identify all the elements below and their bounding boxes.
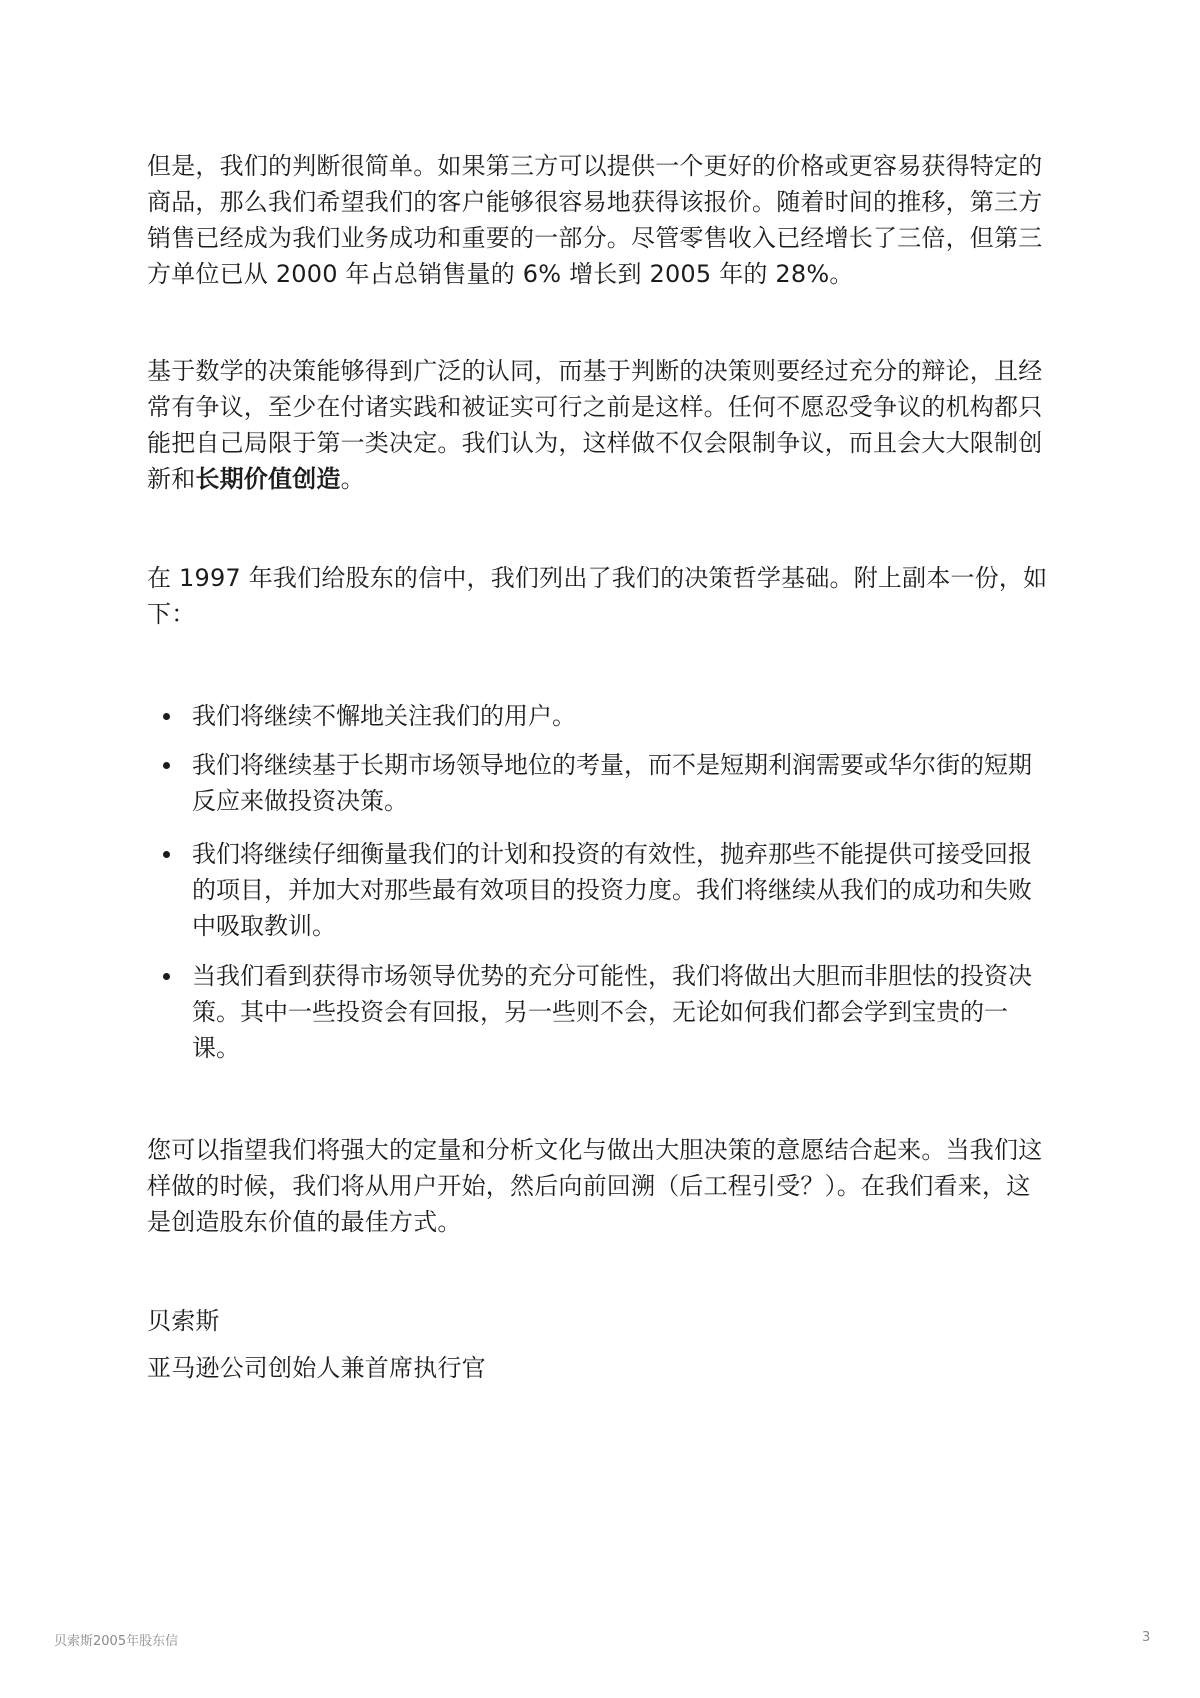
paragraph-judgment-decisions bbox=[147, 353, 1049, 497]
paragraph-text: 。 bbox=[340, 465, 365, 493]
bold-emphasis: 长期价值创造 bbox=[195, 465, 341, 493]
page-number: 3 bbox=[1142, 1630, 1151, 1645]
bullet-icon bbox=[163, 762, 170, 769]
bullet-icon bbox=[163, 851, 170, 858]
list-item bbox=[147, 698, 1049, 734]
bullet-icon bbox=[163, 973, 170, 980]
philosophy-list bbox=[147, 698, 1049, 1066]
footer-doc-title: 贝索斯2005年股东信 bbox=[54, 1634, 179, 1649]
signature-name: 贝索斯 bbox=[147, 1307, 220, 1335]
list-item-text: 我们将继续仔细衡量我们的计划和投资的有效性，抛弃那些不能提供可接受回报的项目，并加大对那些最有效项目的投资力度。我们将继续从我们的成功和失败中吸取教训。 bbox=[192, 840, 1032, 940]
list-item bbox=[147, 958, 1049, 1066]
list-item-text: 我们将继续基于长期市场领导地位的考量，而不是短期利润需要或华尔街的短期反应来做投资决策。 bbox=[192, 751, 1032, 815]
list-item bbox=[147, 836, 1049, 944]
paragraph-text: 基于数学的决策能够得到广泛的认同，而基于判断的决策则要经过充分的辩论，且经常有争议，至少在付诸实践和被证实可行之前是这样。任何不愿忍受争议的机构都只能把自己局限于第一类决定。我们认为，这样做不仅会限制争议，而且会大大限制创新和 bbox=[147, 357, 1043, 493]
paragraph-conclusion: 您可以指望我们将强大的定量和分析文化与做出大胆决策的意愿结合起来。当我们这样做的时候，我们将从用户开始，然后向前回溯（后工程引受？）。在我们看来，这是创造股东价值的最佳方式。 bbox=[147, 1136, 1043, 1236]
list-item-text: 我们将继续不懈地关注我们的用户。 bbox=[192, 702, 576, 730]
signature-title: 亚马逊公司创始人兼首席执行官 bbox=[147, 1354, 486, 1382]
list-item-text: 当我们看到获得市场领导优势的充分可能性，我们将做出大胆而非胆怯的投资决策。其中一些投资会有回报，另一些则不会，无论如何我们都会学到宝贵的一课。 bbox=[192, 962, 1032, 1062]
list-item bbox=[147, 747, 1049, 819]
paragraph-third-party-sales: 但是，我们的判断很简单。如果第三方可以提供一个更好的价格或更容易获得特定的商品，那么我们希望我们的客户能够很容易地获得该报价。随着时间的推移，第三方销售已经成为我们业务成功和重要的一部分。尽管零售收入已经增长了三倍，但第三方单位已从 2000 年占总销售量的 6% 增长到 2005 年的 28%。 bbox=[147, 152, 1043, 288]
bullet-icon bbox=[163, 713, 170, 720]
paragraph-1997-letter: 在 1997 年我们给股东的信中，我们列出了我们的决策哲学基础。附上副本一份，如下： bbox=[147, 564, 1048, 628]
